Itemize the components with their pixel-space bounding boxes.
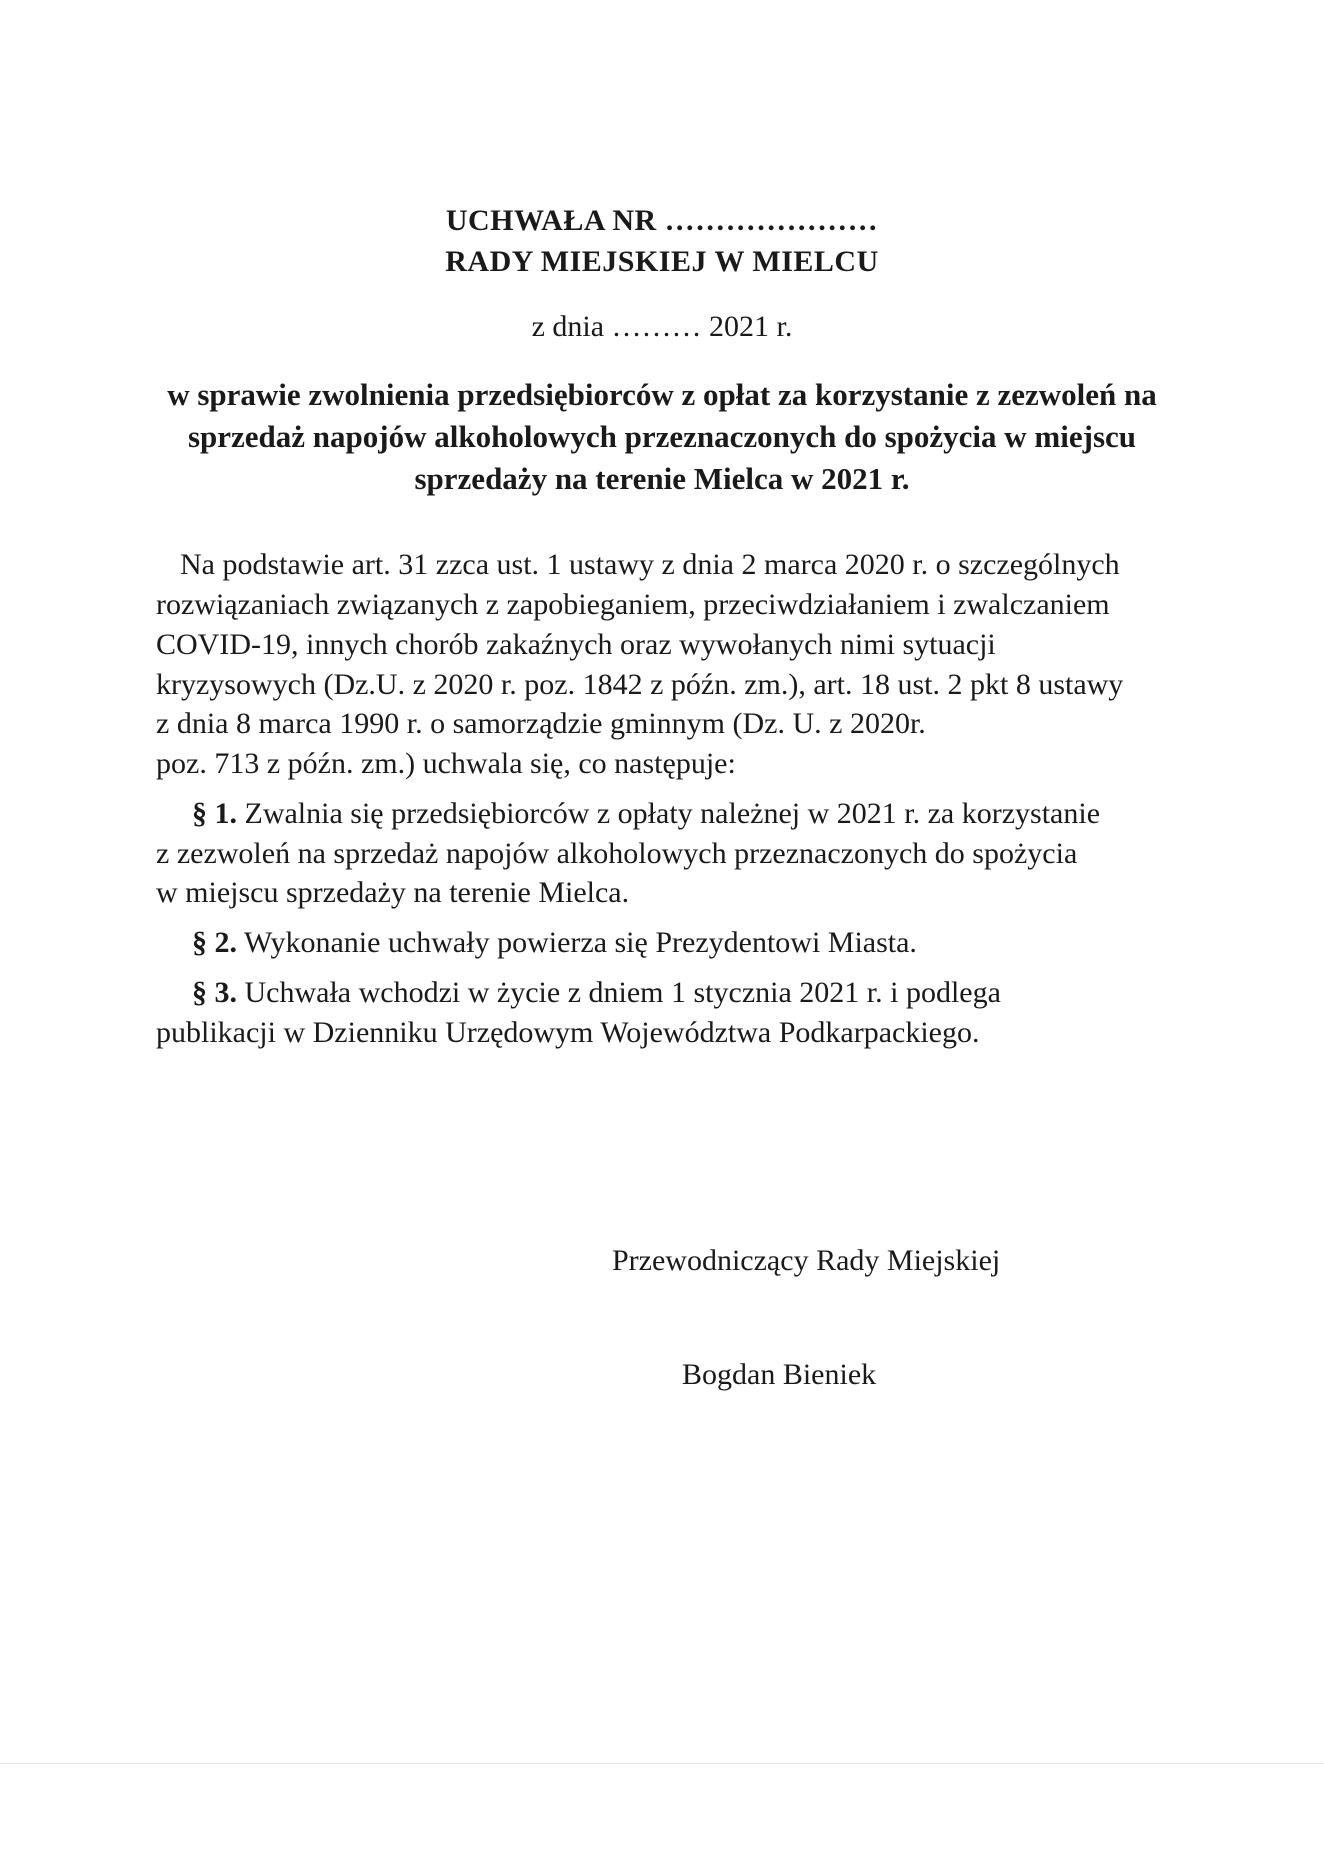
paragraph-1-line-2: z zezwoleń na sprzedaż napojów alkoholowych przeznaczonych do spożycia bbox=[156, 837, 1078, 870]
legal-basis-line-6: poz. 713 z późn. zm.) uchwala się, co następuje: bbox=[156, 747, 736, 780]
legal-basis-line-2: rozwiązaniach związanych z zapobieganiem, przeciwdziałaniem i zwalczaniem bbox=[156, 588, 1110, 621]
signatory-role: Przewodniczący Rady Miejskiej bbox=[612, 1244, 1001, 1277]
legal-basis-line-1: Na podstawie art. 31 zzca ust. 1 ustawy z dnia 2 marca 2020 r. o szczególnych bbox=[180, 548, 1120, 581]
paragraph-1-mark: § 1. bbox=[192, 797, 237, 830]
legal-basis-line-3: COVID-19, innych chorób zakaźnych oraz wywołanych nimi sytuacji bbox=[156, 628, 996, 661]
paragraph-1-line-3: w miejscu sprzedaży na terenie Mielca. bbox=[156, 876, 630, 909]
council-name: RADY MIEJSKIEJ W MIELCU bbox=[445, 245, 879, 278]
subject-line-2: sprzedaż napojów alkoholowych przeznaczonych do spożycia w miejscu bbox=[187, 419, 1137, 454]
paragraph-3-text: Uchwała wchodzi w życie z dniem 1 stycznia 2021 r. i podlega bbox=[237, 976, 1001, 1009]
paragraph-3-line-2: publikacji w Dzienniku Urzędowym Województwa Podkarpackiego. bbox=[156, 1016, 980, 1049]
subject-line-3: sprzedaży na terenie Mielca w 2021 r. bbox=[414, 461, 910, 496]
paragraph-2-line-1 bbox=[192, 925, 917, 961]
paragraph-2-mark: § 2. bbox=[192, 926, 237, 959]
paragraph-3-line-1 bbox=[192, 975, 1001, 1011]
legal-basis-line-4: kryzysowych (Dz.U. z 2020 r. poz. 1842 z późn. zm.), art. 18 ust. 2 pkt 8 ustawy bbox=[156, 668, 1124, 701]
paragraph-3-mark: § 3. bbox=[192, 976, 237, 1009]
resolution-title: UCHWAŁA NR ………………… bbox=[445, 204, 879, 237]
paragraph-1-line-1 bbox=[192, 796, 1100, 832]
paragraph-2-text: Wykonanie uchwały powierza się Prezydentowi Miasta. bbox=[237, 926, 917, 959]
paragraph-1-text: Zwalnia się przedsiębiorców z opłaty należnej w 2021 r. za korzystanie bbox=[237, 797, 1101, 830]
signatory-name: Bogdan Bieniek bbox=[682, 1358, 877, 1391]
resolution-date: z dnia ……… 2021 r. bbox=[531, 310, 793, 343]
subject-line-1: w sprawie zwolnienia przedsiębiorców z opłat za korzystanie z zezwoleń na bbox=[167, 377, 1157, 412]
scan-edge-line bbox=[0, 1763, 1324, 1764]
legal-basis-line-5: z dnia 8 marca 1990 r. o samorządzie gminnym (Dz. U. z 2020r. bbox=[156, 707, 926, 740]
